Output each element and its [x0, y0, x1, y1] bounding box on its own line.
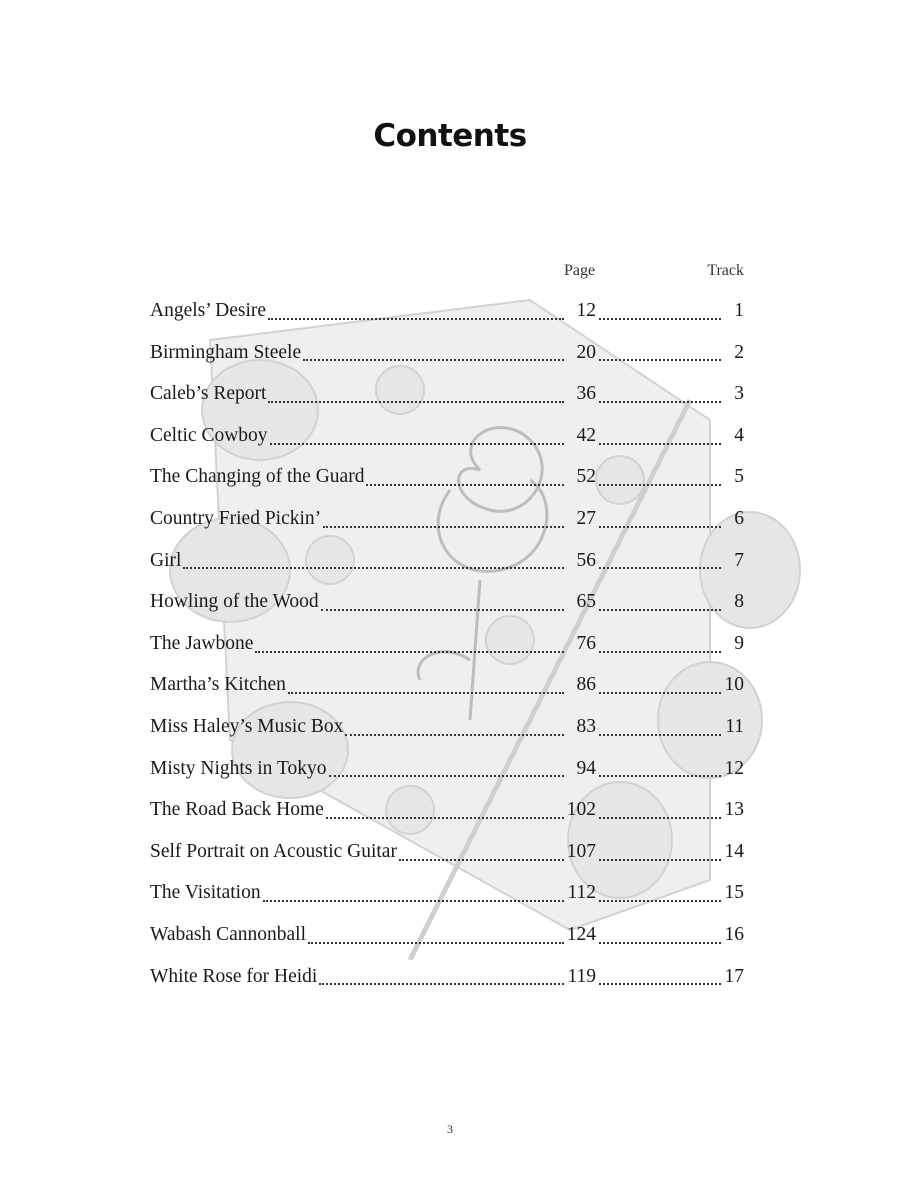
entry-track: 1	[734, 300, 744, 321]
dot-leader	[599, 692, 721, 694]
entry-track: 5	[734, 466, 744, 488]
dot-leader	[599, 609, 721, 611]
entry-page: 27	[576, 507, 596, 529]
dot-leader	[303, 359, 564, 361]
dot-leader	[345, 734, 564, 736]
dot-leader	[399, 859, 564, 861]
page-number: 3	[447, 1122, 453, 1136]
entry-title: The Jawbone	[150, 632, 254, 654]
toc-entry	[150, 373, 744, 415]
toc-entry	[150, 706, 744, 748]
dot-leader	[599, 734, 721, 736]
entry-title: Celtic Cowboy	[150, 424, 268, 446]
entry-page: 52	[576, 466, 596, 488]
entry-page: 56	[576, 549, 596, 571]
table-of-contents	[150, 258, 744, 997]
entry-page: 12	[576, 300, 596, 321]
entry-track: 16	[724, 923, 744, 945]
entry-title: Angels’ Desire	[150, 300, 267, 321]
toc-entry	[150, 956, 744, 998]
toc-entry	[150, 872, 744, 914]
entry-track: 6	[734, 507, 744, 529]
dot-leader	[268, 401, 564, 403]
toc-header	[150, 258, 744, 290]
entry-track: 14	[724, 840, 744, 862]
dot-leader	[599, 526, 721, 528]
dot-leader	[323, 526, 564, 528]
dot-leader	[270, 443, 564, 445]
entry-track: 3	[734, 383, 744, 405]
toc-entries	[150, 290, 744, 997]
dot-leader	[319, 983, 564, 985]
entry-page: 119	[567, 965, 596, 987]
entry-page: 86	[576, 674, 596, 696]
dot-leader	[255, 651, 564, 653]
entry-title: Caleb’s Report	[150, 383, 267, 405]
page-title: Contents	[373, 118, 527, 154]
dot-leader	[599, 484, 721, 486]
entry-track: 9	[734, 632, 744, 654]
toc-entry	[150, 581, 744, 623]
dot-leader	[308, 942, 564, 944]
toc-entry	[150, 456, 744, 498]
entry-track: 12	[724, 757, 744, 779]
entry-page: 124	[566, 923, 596, 945]
toc-entry	[150, 831, 744, 873]
entry-title: Self Portrait on Acoustic Guitar	[150, 840, 397, 862]
entry-track: 8	[734, 591, 744, 613]
entry-title: The Changing of the Guard	[150, 466, 365, 488]
entry-track: 11	[725, 715, 744, 737]
entry-page: 102	[566, 799, 596, 821]
entry-title: Martha’s Kitchen	[150, 674, 286, 696]
entry-page: 76	[576, 632, 596, 654]
entry-title: The Visitation	[150, 882, 261, 904]
toc-entry	[150, 498, 744, 540]
dot-leader	[599, 900, 721, 902]
dot-leader	[263, 900, 564, 902]
entry-title: Wabash Cannonball	[150, 923, 307, 945]
dot-leader	[599, 859, 721, 861]
dot-leader	[183, 567, 564, 569]
entry-title: Girl	[150, 549, 182, 571]
toc-entry	[150, 789, 744, 831]
dot-leader	[599, 775, 721, 777]
toc-entry	[150, 332, 744, 374]
entry-track: 10	[724, 674, 744, 696]
toc-entry	[150, 664, 744, 706]
toc-entry	[150, 415, 744, 457]
dot-leader	[599, 942, 721, 944]
dot-leader	[329, 775, 564, 777]
page-column-header: Page	[564, 262, 596, 279]
entry-page: 112	[567, 882, 596, 904]
toc-entry	[150, 748, 744, 790]
entry-track: 7	[734, 549, 744, 571]
entry-title: Country Fried Pickin’	[150, 507, 322, 529]
entry-page: 65	[576, 591, 596, 613]
toc-entry	[150, 914, 744, 956]
entry-title: Birmingham Steele	[150, 341, 302, 363]
dot-leader	[366, 484, 564, 486]
dot-leader	[326, 817, 564, 819]
entry-title: White Rose for Heidi	[150, 965, 318, 987]
entry-track: 2	[734, 341, 744, 363]
entry-title: Howling of the Wood	[150, 591, 319, 613]
dot-leader	[599, 567, 721, 569]
toc-entry	[150, 290, 744, 332]
dot-leader	[321, 609, 564, 611]
toc-entry	[150, 623, 744, 665]
entry-title: The Road Back Home	[150, 799, 324, 821]
dot-leader	[599, 318, 721, 320]
dot-leader	[288, 692, 564, 694]
entry-track: 13	[724, 799, 744, 821]
entry-track: 17	[724, 965, 744, 987]
entry-page: 94	[576, 757, 596, 779]
entry-track: 15	[724, 882, 744, 904]
entry-page: 36	[576, 383, 596, 405]
entry-title: Misty Nights in Tokyo	[150, 757, 327, 779]
entry-page: 20	[576, 341, 596, 363]
entry-page: 107	[566, 840, 596, 862]
track-column-header: Track	[707, 262, 744, 279]
entry-track: 4	[734, 424, 744, 446]
dot-leader	[599, 359, 721, 361]
dot-leader	[599, 983, 721, 985]
dot-leader	[599, 443, 721, 445]
dot-leader	[268, 318, 564, 320]
entry-page: 42	[576, 424, 596, 446]
dot-leader	[599, 817, 721, 819]
toc-entry	[150, 540, 744, 582]
entry-page: 83	[576, 715, 596, 737]
dot-leader	[599, 401, 721, 403]
entry-title: Miss Haley’s Music Box	[150, 715, 344, 737]
dot-leader	[599, 651, 721, 653]
